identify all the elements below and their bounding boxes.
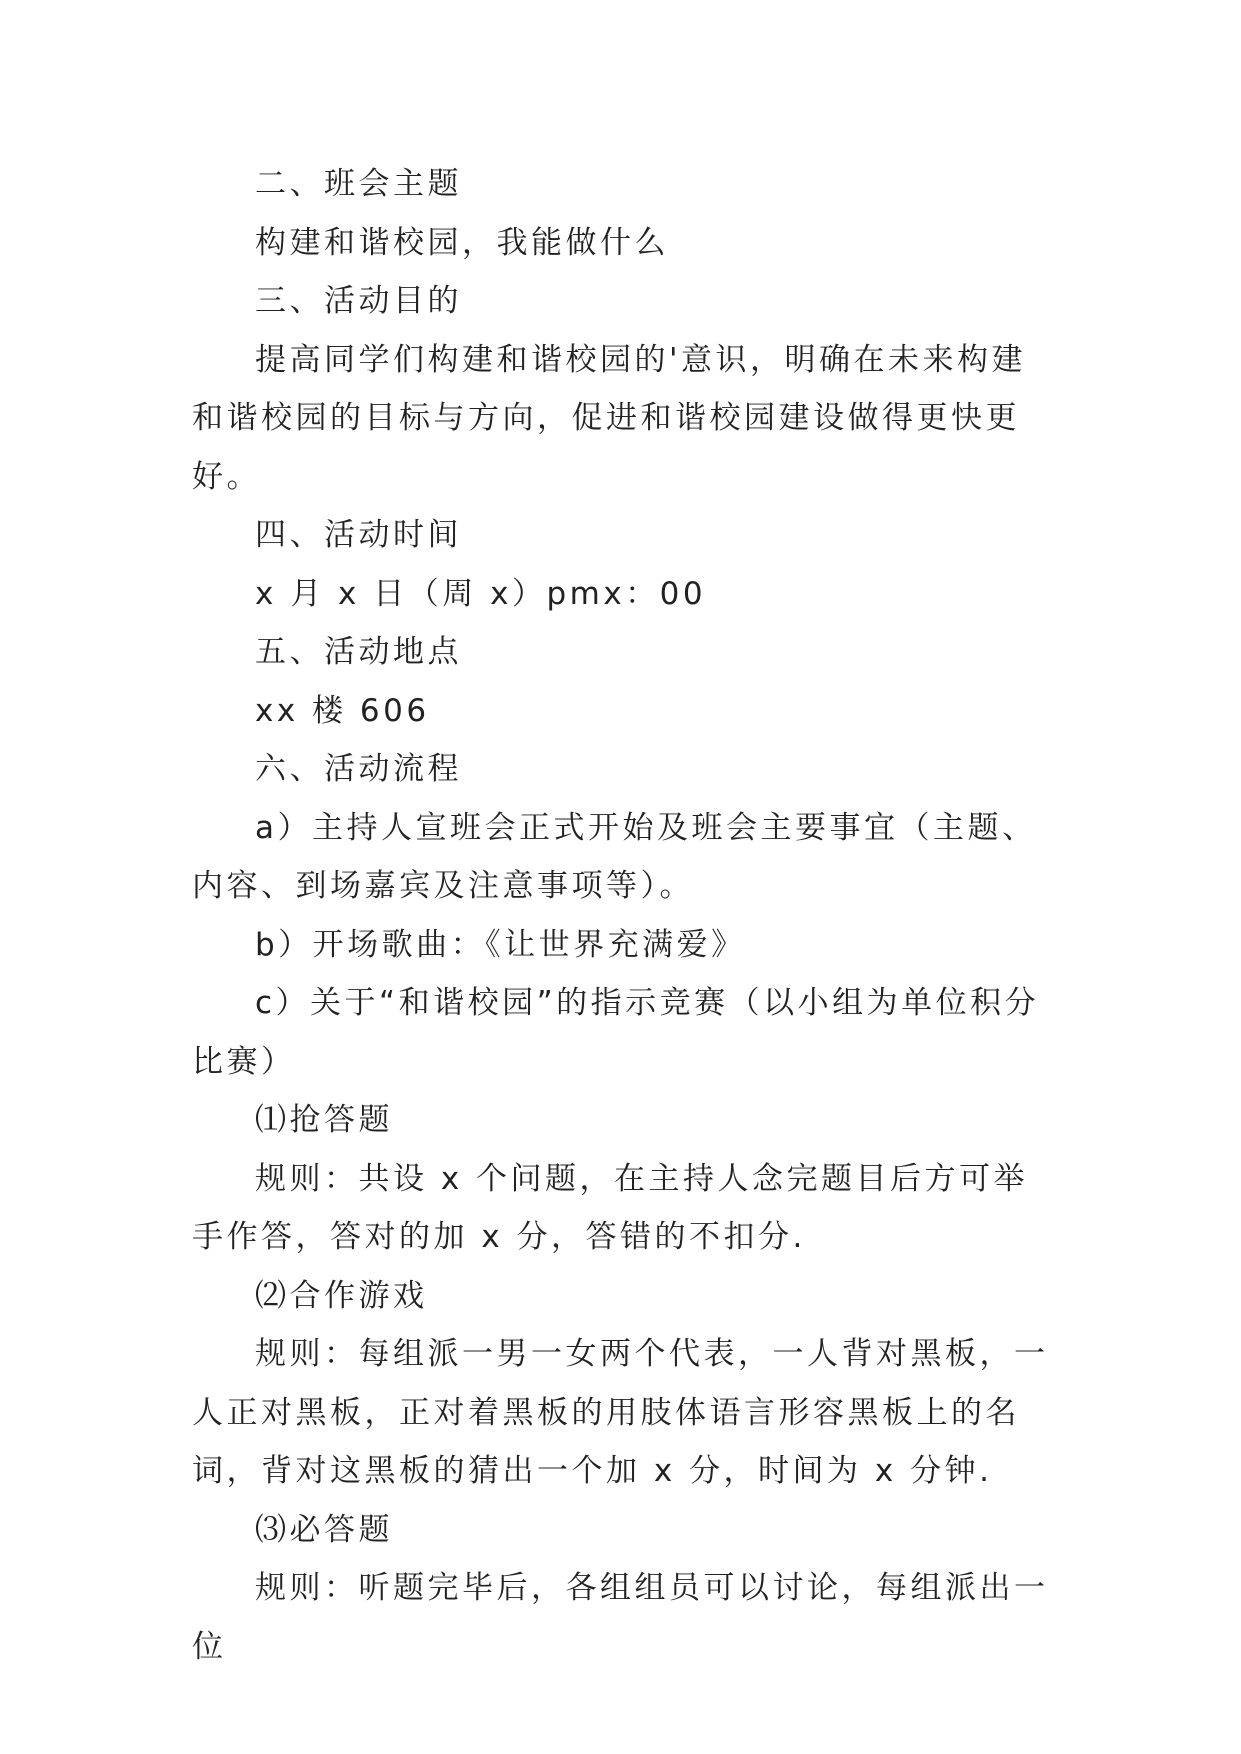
- heading-activity-location: 五、活动地点: [255, 634, 462, 670]
- process-item-c: c）关于“和谐校园”的指示竞赛（以小组为单位积分比赛）: [192, 985, 1040, 1080]
- rule-cooperation-game: 规则：每组派一男一女两个代表，一人背对黑板，一人正对黑板，正对着黑板的用肢体语言形容黑板上的名词，背对这黑板的猜出一个加 x 分，时间为 x 分钟.: [192, 1336, 1049, 1489]
- theme-text: 构建和谐校园，我能做什么: [255, 224, 669, 261]
- purpose-text: 提高同学们构建和谐校园的'意识，明确在未来构建和谐校园的目标与方向，促进和谐校园建设做得更快更好。: [192, 341, 1027, 495]
- rule-required-answer: 规则：听题完毕后，各组组员可以讨论，每组派出一位: [192, 1570, 1049, 1665]
- document-page: [192, 155, 1054, 1676]
- process-item-b: b）开场歌曲：《让世界充满爱》: [255, 926, 746, 963]
- subheading-cooperation-game: ⑵合作游戏: [255, 1277, 428, 1314]
- heading-activity-purpose: 三、活动目的: [255, 283, 462, 319]
- time-text: x 月 x 日（周 x）pmx：00: [255, 575, 707, 612]
- process-item-a: a）主持人宣班会正式开始及班会主要事宜（主题、内容、到场嘉宾及注意事项等）。: [192, 809, 1037, 904]
- subheading-required-answer: ⑶必答题: [255, 1511, 393, 1548]
- heading-activity-process: 六、活动流程: [255, 751, 462, 787]
- heading-activity-time: 四、活动时间: [255, 517, 462, 553]
- location-text: xx 楼 606: [255, 692, 430, 729]
- rule-quick-answer: 规则：共设 x 个问题，在主持人念完题目后方可举手作答，答对的加 x 分，答错的不扣分.: [192, 1160, 1029, 1255]
- subheading-quick-answer: ⑴抢答题: [255, 1102, 393, 1138]
- heading-class-meeting-theme: 二、班会主题: [255, 166, 462, 202]
